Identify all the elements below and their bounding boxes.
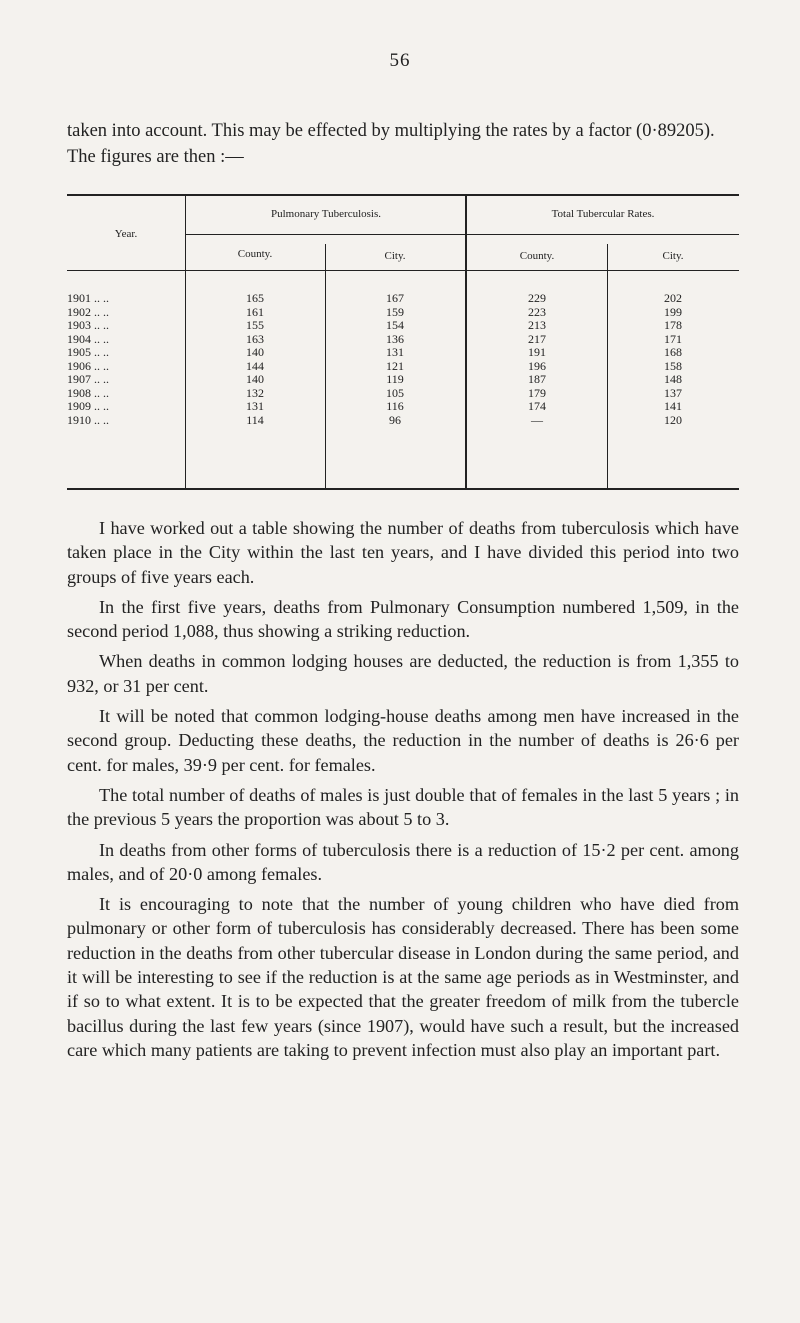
pulmonary-county-cell: 161 [246,304,264,319]
year-cell: 1904 .. .. [67,331,109,346]
year-cell: 1906 .. .. [67,358,109,373]
intro-paragraph: taken into account. This may be effected by multiplying the rates by a factor (0·89205). The figures are then :— [67,121,715,167]
pulmonary-city-cell: 116 [386,399,404,413]
paragraph: It is encouraging to note that the number of young children who have died from pulmonary or other form of tuberculosis has considerably decreased. There has been some reduction in the deaths from other tubercular disease in London during the same period, and it will be interesting to see if the reduction is at the same age periods as in Westminster, and if so to what extent. It is to be expected that the greater freedom of milk from the tubercle bacillus during the last few years (since 1907), would have such a result, but the increased care which many patients are taking to prevent infection must also play an important part. [67,894,739,1060]
paragraph: When deaths in common lodging houses are deducted, the reduction is from 1,355 to 932, or 31 per cent. [67,651,739,696]
pulmonary-city-cell: 119 [386,372,404,386]
total-county-column [467,292,607,427]
pulmonary-county-cell: 155 [246,318,264,332]
year-cell: 1905 .. .. [67,345,109,359]
pulmonary-county-header: County. [237,248,273,260]
year-cell: 1907 .. .. [67,372,109,386]
pulmonary-city-column [325,292,465,427]
paragraph: In deaths from other forms of tuberculosis there is a reduction of 15·2 per cent. among males, and of 20·0 among females. [67,839,739,884]
total-county-cell: 196 [528,358,546,373]
pulmonary-city-cell: 167 [386,291,404,305]
year-cell: 1910 .. .. [67,412,109,427]
paragraph: In the first five years, deaths from Pulmonary Consumption numbered 1,509, in the second period 1,088, thus showing a striking reduction. [67,596,739,642]
pulmonary-county-cell: 163 [246,331,264,346]
year-header: Year. [114,228,138,240]
total-city-cell: 141 [664,399,682,413]
total-city-header: City. [662,250,684,262]
year-cell: 1903 .. .. [67,318,109,332]
total-county-cell: 187 [528,372,546,386]
pulmonary-city-cell: 96 [389,412,401,427]
rates-table [67,194,739,492]
pulmonary-city-header: City. [384,250,406,262]
table-top-rule [67,194,739,196]
total-county-cell: 174 [528,399,546,413]
pulmonary-city-cell: 131 [386,345,404,359]
year-cell: 1901 .. .. [67,291,109,305]
total-group-header: Total Tubercular Rates. [551,208,655,220]
total-county-cell: 223 [528,304,546,319]
paragraph: It will be noted that common lodging-house deaths among men have increased in the second group. Deducting these deaths, the reduction in the number of deaths is 26·6 per cent. for males, 39·9 per cent. for females. [67,706,739,775]
year-column [67,292,177,427]
pulmonary-city-cell: 159 [386,304,404,319]
total-city-cell: 178 [664,318,682,332]
year-cell: 1902 .. .. [67,304,109,319]
total-county-cell: — [531,412,543,427]
total-county-cell: 229 [528,291,546,305]
pulmonary-county-cell: 144 [246,358,264,373]
total-city-column [607,292,739,427]
table-header-rule [67,270,739,271]
total-city-cell: 171 [664,331,682,346]
year-cell: 1909 .. .. [67,399,109,413]
pulmonary-county-column [185,292,325,427]
pulmonary-county-cell: 140 [246,372,264,386]
pulmonary-county-cell: 132 [246,385,264,400]
pulmonary-group-header: Pulmonary Tuberculosis. [270,208,381,220]
total-county-header: County. [519,250,555,262]
total-county-cell: 191 [528,345,546,359]
total-city-cell: 137 [664,385,682,400]
total-city-cell: 148 [664,372,682,386]
total-county-cell: 179 [528,385,546,400]
pulmonary-county-cell: 140 [246,345,264,359]
total-city-cell: 120 [664,412,682,427]
pulmonary-county-cell: 165 [246,291,264,305]
table-subheader-rule-right [467,234,739,235]
total-city-cell: 168 [664,345,682,359]
pulmonary-city-cell: 136 [386,331,404,346]
paragraph: The total number of deaths of males is just double that of females in the last 5 years ; in the previous 5 years the proportion was about 5 to 3. [67,784,739,830]
body-text [67,516,739,1068]
paragraph: I have worked out a table showing the number of deaths from tuberculosis which have taken place in the City within the last ten years, and I have divided this period into two groups of five years each. [67,518,739,587]
page-number: 56 [389,50,411,71]
total-city-cell: 158 [664,358,682,373]
pulmonary-county-cell: 131 [246,399,264,413]
pulmonary-city-cell: 105 [386,385,404,400]
pulmonary-county-cell: 114 [246,412,264,427]
pulmonary-city-cell: 154 [386,318,404,332]
total-city-cell: 199 [664,304,682,319]
year-cell: 1908 .. .. [67,385,109,400]
total-county-cell: 217 [528,331,546,346]
total-county-cell: 213 [528,318,546,332]
table-subheader-rule-left [185,234,467,235]
table-bottom-rule [67,488,739,490]
pulmonary-city-cell: 121 [386,358,404,373]
total-city-cell: 202 [664,291,682,305]
